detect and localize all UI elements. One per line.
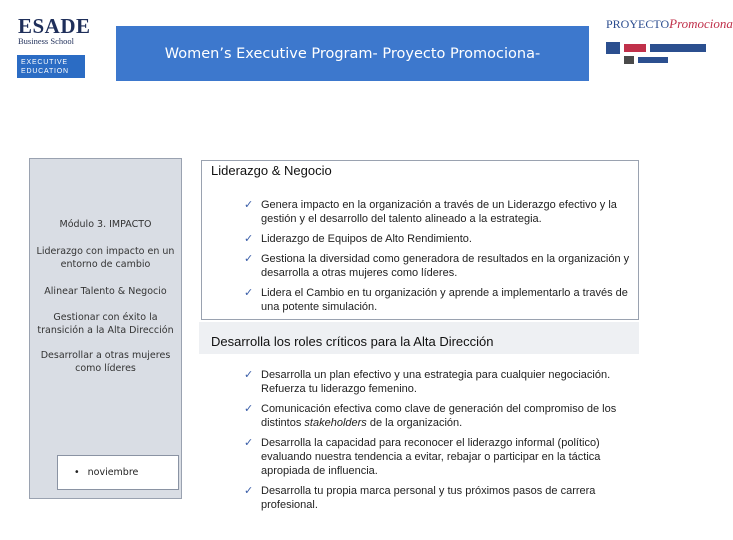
partner-logo-icon	[606, 42, 620, 54]
list-item: ✓ Genera impacto en la organización a través de un Liderazgo efectivo y la gestión y el desarrollo del talento alineado a la estrategia.	[244, 199, 617, 225]
partner-logo-icon	[624, 56, 634, 64]
list-item: ✓ Liderazgo de Equipos de Alto Rendimiento.	[244, 233, 472, 245]
partner-logo-icon	[638, 57, 668, 63]
partner-logo-icon	[624, 44, 646, 52]
promociona-prefix: PROYECTO	[606, 17, 670, 31]
objective-list	[244, 198, 636, 320]
module-topic: Desarrollar a otras mujeres como líderes	[40, 350, 171, 374]
check-icon: ✓	[244, 199, 254, 211]
check-icon: ✓	[244, 287, 254, 299]
title-banner	[116, 26, 589, 81]
esade-wordmark: ESADE	[18, 14, 91, 38]
date-box	[57, 455, 179, 490]
module-topic: Gestionar con éxito la transición a la Alta Dirección	[37, 312, 174, 336]
executive-education-badge	[17, 55, 85, 78]
page-title: Women’s Executive Program- Proyecto Promociona-	[164, 45, 541, 62]
promociona-script: Promociona	[669, 16, 733, 31]
module-topic: Liderazgo con impacto en un entorno de cambio	[36, 246, 175, 270]
list-item: ✓ Lidera el Cambio en tu organización y aprende a implementarlo a través de una potente simulación.	[244, 287, 628, 313]
esade-subtitle: Business School	[18, 36, 74, 46]
promociona-wordmark	[606, 16, 733, 32]
check-icon: ✓	[244, 403, 254, 415]
badge-line-2: EDUCATION	[21, 68, 69, 75]
objective-list	[244, 368, 636, 518]
module-topic: Alinear Talento & Negocio	[44, 286, 167, 297]
check-icon: ✓	[244, 253, 254, 265]
list-item: ✓ Desarrolla tu propia marca personal y tus próximos pasos de carrera profesional.	[244, 485, 596, 511]
date-label: noviembre	[87, 467, 139, 478]
list-item: ✓ Desarrolla un plan efectivo y una estrategia para cualquier negociación. Refuerza tu liderazgo femenino.	[244, 369, 611, 395]
section-heading: Desarrolla los roles críticos para la Alta Dirección	[211, 334, 494, 349]
list-item: ✓ Gestiona la diversidad como generadora de resultados en la organización y desarrolla a otras mujeres como líderes.	[244, 253, 630, 279]
check-icon: ✓	[244, 369, 254, 381]
check-icon: ✓	[244, 437, 254, 449]
section-heading: Liderazgo & Negocio	[211, 163, 332, 178]
bullet-icon: •	[74, 467, 80, 478]
check-icon: ✓	[244, 485, 254, 497]
list-item: ✓ Comunicación efectiva como clave de generación del compromiso de los distintos stakeholders de la organización.	[244, 403, 617, 429]
badge-line-1: EXECUTIVE	[21, 59, 68, 66]
promociona-logo	[604, 16, 733, 66]
module-title: Módulo 3. IMPACTO	[59, 219, 152, 230]
list-item: ✓ Desarrolla la capacidad para reconocer el liderazgo informal (político) evaluando nuestra tendencia a evitar, rebajar o participar en la táctica apropiada de influencia.	[244, 437, 601, 477]
check-icon: ✓	[244, 233, 254, 245]
partner-logos	[604, 40, 710, 64]
partner-logo-icon	[650, 44, 706, 52]
esade-logo	[18, 14, 91, 46]
